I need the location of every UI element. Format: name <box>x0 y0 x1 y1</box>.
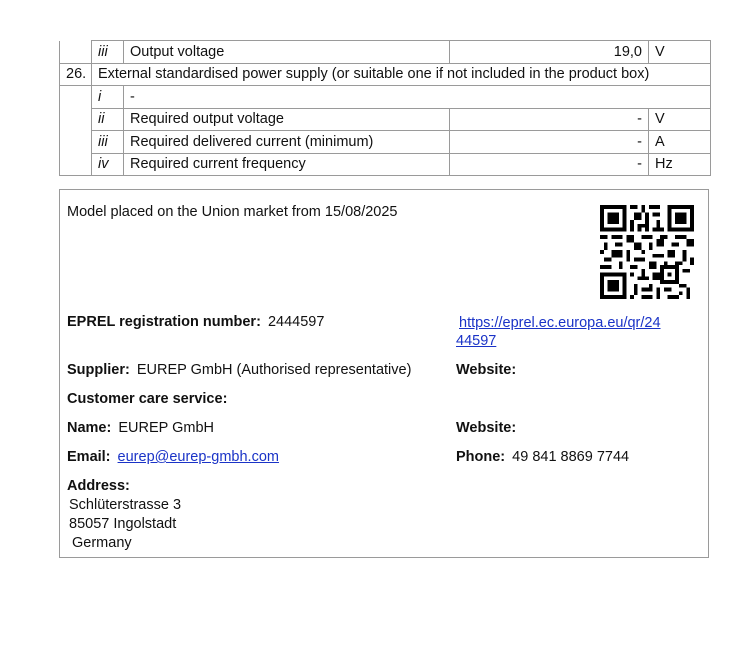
eprel-label: EPREL registration number: <box>67 314 261 330</box>
website-label: Website: <box>456 420 517 436</box>
spec-row <box>60 108 711 131</box>
customer-care-label: Customer care service: <box>67 391 228 407</box>
phone-value: 49 841 8869 7744 <box>512 449 630 465</box>
row-label: - <box>124 86 711 109</box>
address-line: 85057 Ingolstadt <box>69 516 177 532</box>
spec-row <box>60 153 711 176</box>
row-value: - <box>450 108 649 131</box>
eprel-value: 2444597 <box>267 314 325 330</box>
row-label: Output voltage <box>124 41 450 64</box>
row-roman: iii <box>92 131 124 154</box>
email-label: Email: <box>67 449 111 465</box>
row-roman: ii <box>92 108 124 131</box>
row-unit: V <box>649 108 711 131</box>
eprel-link[interactable] <box>459 314 661 333</box>
row-label: Required output voltage <box>124 108 450 131</box>
row-value: 19,0 <box>450 41 649 64</box>
spec-table <box>59 40 711 176</box>
name-value: EUREP GmbH <box>118 420 214 436</box>
supplier-value: EUREP GmbH (Authorised representative) <box>136 362 412 378</box>
row-number <box>60 41 92 64</box>
row-value: - <box>450 131 649 154</box>
address-label: Address: <box>67 478 130 494</box>
row-value: - <box>450 153 649 176</box>
address-line: Germany <box>72 535 132 551</box>
spec-row <box>60 63 711 86</box>
email-link[interactable]: eurep@eurep-gmbh.com <box>117 449 279 465</box>
eprel-link-line2[interactable]: 44597 <box>456 333 497 349</box>
spec-row <box>60 86 711 109</box>
supplier-info-box <box>59 189 709 558</box>
website-label: Website: <box>456 362 517 378</box>
row-unit: A <box>649 131 711 154</box>
name-label: Name: <box>67 420 112 436</box>
row-roman: i <box>92 86 124 109</box>
market-date-text: Model placed on the Union market from 15/08/2025 <box>67 204 398 220</box>
spec-row <box>60 131 711 154</box>
row-number: 26. <box>60 63 92 86</box>
row-label: Required current frequency <box>124 153 450 176</box>
row-label: External standardised power supply (or suitable one if not included in the product box) <box>92 63 711 86</box>
qr-code-icon[interactable] <box>600 205 694 299</box>
phone-label: Phone: <box>456 449 506 465</box>
row-number <box>60 108 92 131</box>
row-number <box>60 86 92 109</box>
row-label: Required delivered current (minimum) <box>124 131 450 154</box>
row-roman: iii <box>92 41 124 64</box>
supplier-label: Supplier: <box>67 362 130 378</box>
row-unit: Hz <box>649 153 711 176</box>
address-line: Schlüterstrasse 3 <box>69 497 182 513</box>
row-unit: V <box>649 41 711 64</box>
eprel-link-cont[interactable] <box>456 332 496 351</box>
row-number <box>60 131 92 154</box>
row-roman: iv <box>92 153 124 176</box>
eprel-link-line1[interactable]: https://eprel.ec.europa.eu/qr/24 <box>459 315 661 331</box>
spec-row <box>60 41 711 64</box>
row-number <box>60 153 92 176</box>
